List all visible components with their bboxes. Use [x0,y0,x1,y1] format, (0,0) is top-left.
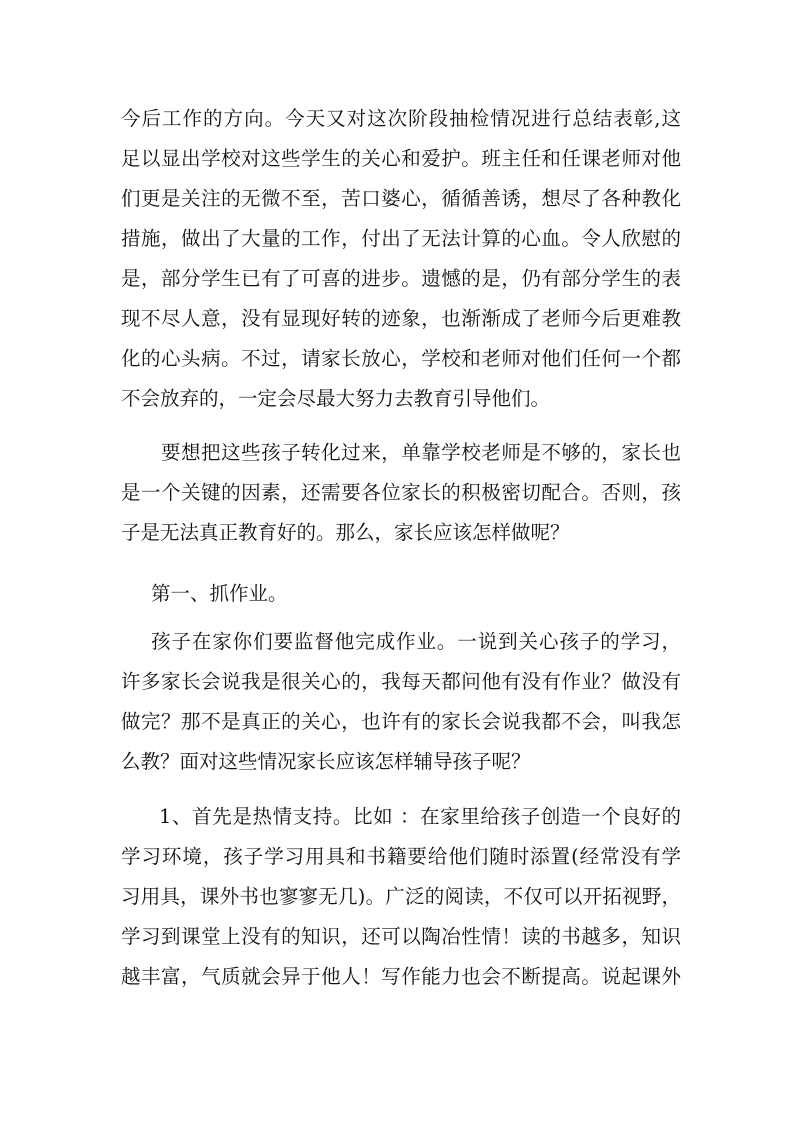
paragraph-line: 现不尽人意，没有显现好转的迹象，也渐渐成了老师今后更难教 [121,307,681,330]
paragraph-line: 们更是关注的无微不至，苦口婆心，循循善诱，想尽了各种教化 [121,187,681,210]
paragraph-line: 做完？那不是真正的关心，也许有的家长会说我都不会，叫我怎 [121,710,681,733]
paragraph-line: 1、首先是热情支持。比如 ：在家里给孩子创造一个良好的 [159,805,681,828]
paragraph-line: 今后工作的方向。今天又对这次阶段抽检情况进行总结表彰,这 [121,107,681,130]
paragraph-line: 学习到课堂上没有的知识，还可以陶冶性情！读的书越多，知识 [121,925,681,948]
paragraph-enthusiastic-support [121,797,681,997]
paragraph-school-care [121,99,681,419]
paragraph-line: 许多家长会说我是很关心的，我每天都问他有没有作业？做没有 [121,670,681,693]
paragraph-line: 不会放弃的，一定会尽最大努力去教育引导他们。 [121,387,551,410]
paragraph-line: 是一个关键的因素，还需要各位家长的积极密切配合。否则，孩 [121,481,681,504]
paragraph-supervise-homework [121,622,681,782]
paragraph-line: 化的心头病。不过，请家长放心，学校和老师对他们任何一个都 [121,347,681,370]
paragraph-line: 子是无法真正教育好的。那么，家长应该怎样做呢？ [121,521,570,544]
paragraph-line: 孩子在家你们要监督他完成作业。一说到关心孩子的学习， [151,630,681,653]
paragraph-line: 要想把这些孩子转化过来，单靠学校老师是不够的，家长也 [161,441,681,464]
paragraph-line: 足以显出学校对这些学生的关心和爱护。班主任和任课老师对他 [121,147,681,170]
section-heading-homework [121,574,681,614]
paragraph-line: 习用具，课外书也寥寥无几)。广泛的阅读，不仅可以开拓视野， [121,885,681,908]
paragraph-parent-cooperation [121,433,681,553]
paragraph-line: 学习环境，孩子学习用具和书籍要给他们随时添置(经常没有学 [121,845,681,868]
paragraph-line: 越丰富，气质就会异于他人！写作能力也会不断提高。说起课外 [121,965,681,988]
section-heading: 第一、抓作业。 [151,582,288,605]
paragraph-line: 措施，做出了大量的工作，付出了无法计算的心血。令人欣慰的 [121,227,681,250]
paragraph-line: 是，部分学生已有了可喜的进步。遗憾的是，仍有部分学生的表 [121,267,681,290]
paragraph-line: 么教？面对这些情况家长应该怎样辅导孩子呢？ [121,750,531,773]
